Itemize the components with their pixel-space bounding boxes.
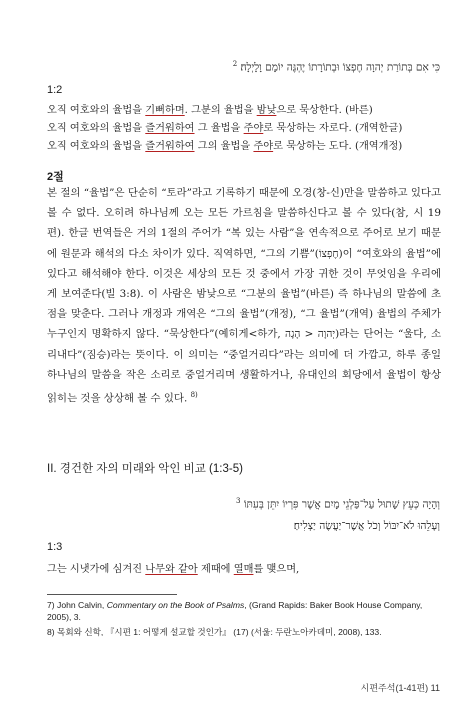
underlined-word: 즐거워하여 [145, 141, 195, 152]
translation-text: 오직 여호와의 율법을 [47, 141, 146, 152]
translation-gaeyeok-gaejeong [47, 137, 402, 152]
hebrew-verse-3-line-2 [294, 520, 440, 532]
translation-text: 그의 율법을 [194, 141, 254, 152]
translation-text: 으로 묵상한다. (바른) [276, 105, 373, 116]
footnote-text: 7) John Calvin, [47, 600, 107, 610]
translation-text: 오직 여호와의 율법을 [47, 123, 146, 134]
footnote-8: 8) 목회와 신학, 『시편 1: 어떻게 설교할 것인가』 (17) (서울: 두란노아카데미, 2008), 133. [47, 627, 382, 637]
translation-text: . 그분의 율법을 [184, 105, 257, 116]
underlined-word: 열매 [233, 564, 254, 575]
verse-ref-1-2: 1:2 [47, 84, 63, 96]
translation-text: 로 묵상하는 자로다. (개역한글) [263, 123, 403, 134]
translation-gaeyeok-hangeul [47, 119, 402, 134]
hebrew-verse-2 [233, 60, 440, 74]
hebrew-verse-2-text: כִּי אִם בְּתוֹרַת יְהוָה חֶפְצוֹ וּבְתוֹרָתוֹ יֶהְגֶּה יוֹמָם וָלָיְלָה׃ [240, 61, 440, 74]
underlined-word: 즐거워하여 [145, 123, 195, 134]
translation-text: 를 맺으며, [253, 564, 300, 575]
commentary-paragraph [47, 183, 441, 409]
underlined-word: 밤낮 [256, 105, 277, 116]
hebrew-verse-3-text: וְעָלֵהוּ לֹא־יִבּוֹל וְכֹל אֲשֶׁר־יַעֲשֶׂה יַצְלִיחַ׃ [293, 520, 440, 532]
hebrew-verse-3-text: וְהָיָה כְּעֵץ שָׁתוּל עַל־פַּלְגֵי מָיִם אֲשֶׁר פִּרְיוֹ יִתֵּן בְּעִתּוֹ [243, 498, 440, 511]
footnote-text: , (Grand Rapids: Baker Book House Company, 2005), 3. [47, 600, 423, 623]
underlined-word: 나무와 같아 [145, 564, 198, 575]
translation-bareun [47, 101, 373, 116]
verse-number-2: 2 [232, 60, 238, 68]
translation-text: 그 율법을 [194, 123, 244, 134]
translation-1-3 [47, 560, 299, 575]
translation-text: 로 묵상하는 도다. (개역개정) [273, 141, 403, 152]
translation-text: 그는 시냇가에 심겨진 [47, 564, 146, 575]
verse-number-3: 3 [236, 497, 241, 505]
footnote-ref-8: 8) [190, 391, 198, 400]
underlined-word: 기뻐하며 [145, 105, 185, 116]
translation-text: 제때에 [197, 564, 234, 575]
verse-ref-1-3: 1:3 [47, 541, 63, 553]
section-heading-ii: II. 경건한 자의 미래와 악인 비교 (1:3-5) [47, 463, 243, 475]
hebrew-verse-3-line-1 [236, 497, 440, 511]
commentary-text: 본 절의 “율법”은 단순히 “토라”라고 기록하기 때문에 오경(창-신)만을 말씀하고 있다고 볼 수 없다. 오히려 하나님께 오는 모든 가르침을 말씀하신다고 볼 수 있다(참, 시 19편). 한글 번역들은 거의 1절의 주어가 “복 있는 사람”을 연속적으로 주어로 보기 때문에 원문과 해석의 다소 차이가 있다. 직역하면, “그의 기쁨”(חֶפְצוֹ)이 “여호와의 율법”에 있다고 해석해야 한다. 이것은 세상의 모든 것 중에서 가장 귀한 것이 무엇임을 우리에게 보여준다(빌 3:8). 이 사람은 밤낮으로 “그분의 율법”(바른) 즉 하나님의 말씀에 초점을 맞춘다. 그러나 개정과 개역은 “그의 율법”(개정), “그 율법”(개역) 율법의 주체가 누구인지 명확하지 않다. “묵상한다”(예히게<하가, יְהוָה < הָגָה)라는 단어는 “울다, 소리내다”(짐승)라는 뜻이다. 이 의미는 “중얼거리다”라는 의미에 더 가깝고, 하루 종일 하나님의 말씀을 작은 소리로 중얼거리며 생활하거나, 유대인의 회당에서 율법이 항상 읽히는 것을 상상해 볼 수 있다. [47, 187, 441, 405]
footnote-divider [47, 594, 177, 595]
translation-text: 오직 여호와의 율법을 [47, 105, 146, 116]
section-heading-verse-2: 2절 [47, 171, 64, 183]
footnote-book-title: Commentary on the Book of Psalms [106, 600, 245, 610]
page-footer: 시편주석(1-41편) 11 [360, 683, 440, 693]
footnote-7 [47, 599, 447, 624]
underlined-word: 주야 [243, 123, 264, 134]
underlined-word: 주야 [253, 141, 274, 152]
